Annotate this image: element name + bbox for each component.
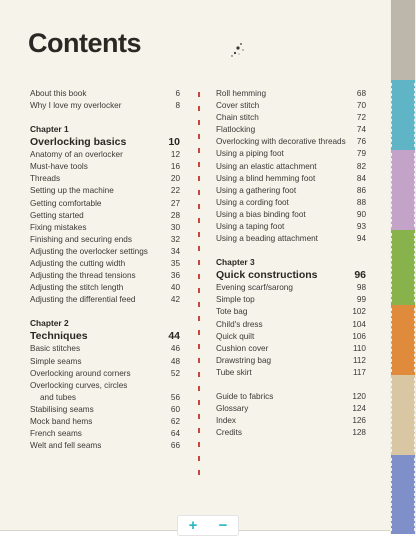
toc-entry-page: 22 <box>170 186 180 196</box>
toc-entry[interactable] <box>30 343 180 355</box>
toc-entry[interactable] <box>30 210 180 222</box>
toc-entry[interactable] <box>30 185 180 197</box>
toc-entry-page: 27 <box>170 198 180 208</box>
fabric-swatch <box>391 0 415 80</box>
toc-entry-label: Stabilising seams <box>30 404 94 414</box>
toc-entry-label: Child's dress <box>216 319 263 329</box>
toc-entry-page: 52 <box>170 368 180 378</box>
toc-entry[interactable] <box>30 222 180 234</box>
toc-entry-label: Threads <box>30 174 61 184</box>
toc-entry-page: 106 <box>352 331 366 341</box>
zoom-out-button[interactable]: − <box>218 517 228 534</box>
toc-entry-page: 82 <box>356 161 366 171</box>
toc-entry-page: 56 <box>170 392 180 402</box>
toc-entry[interactable] <box>216 355 366 367</box>
toc-entry-page: 90 <box>356 209 366 219</box>
chapter-label: Chapter 2 <box>30 318 69 329</box>
toc-entry[interactable] <box>216 88 366 100</box>
chapter-label: Chapter 1 <box>30 124 69 135</box>
toc-entry-label: Using an elastic attachment <box>216 161 317 171</box>
toc-entry[interactable] <box>30 440 180 452</box>
toc-entry-page: 16 <box>170 162 180 172</box>
toc-entry-label: Index <box>216 416 237 426</box>
toc-entry-label: Using a taping foot <box>216 222 285 232</box>
toc-entry-label: Adjusting the overlocker settings <box>30 246 148 256</box>
toc-entry-page: 60 <box>170 404 180 414</box>
toc-entry-page: 8 <box>175 101 180 111</box>
toc-entry-label: Why I love my overlocker <box>30 101 122 111</box>
toc-entry-label: Anatomy of an overlocker <box>30 150 123 160</box>
toc-entry[interactable] <box>30 270 180 282</box>
toc-entry-page: 35 <box>170 259 180 269</box>
toc-entry-page: 98 <box>356 283 366 293</box>
toc-entry-label: Using a cording foot <box>216 197 289 207</box>
toc-entry-label: Overlocking curves, circles <box>30 380 128 390</box>
toc-entry-label: Chain stitch <box>216 113 259 123</box>
toc-entry-page: 68 <box>356 89 366 98</box>
toc-entry-page: 94 <box>356 234 366 244</box>
toc-entry[interactable] <box>216 197 366 209</box>
toc-entry-page: 48 <box>170 356 180 366</box>
toc-entry-page: 126 <box>352 416 366 426</box>
toc-entry[interactable] <box>30 404 180 416</box>
toc-entry-label: Overlocking with decorative threads <box>216 137 346 147</box>
toc-entry-label: Cover stitch <box>216 101 260 111</box>
chapter-title[interactable]: Overlocking basics 10 <box>30 136 180 149</box>
toc-entry[interactable] <box>216 124 366 136</box>
toc-entry[interactable] <box>30 392 180 404</box>
toc-entry-label: Credits <box>216 428 242 438</box>
toc-entry[interactable] <box>30 380 180 392</box>
chapter-title[interactable]: Quick constructions 96 <box>216 269 366 282</box>
toc-entry[interactable] <box>30 173 180 185</box>
toc-entry-label: Adjusting the cutting width <box>30 259 126 269</box>
fabric-swatch-strip <box>390 0 416 534</box>
toc-entry[interactable] <box>30 356 180 368</box>
toc-entry-label: Welt and fell seams <box>30 441 102 451</box>
toc-entry-page: 6 <box>175 89 180 98</box>
toc-entry[interactable] <box>216 136 366 148</box>
toc-entry[interactable] <box>30 294 180 306</box>
toc-entry[interactable] <box>30 100 180 112</box>
fabric-swatch <box>391 305 415 375</box>
toc-entry-page: 20 <box>170 174 180 184</box>
toc-entry-label: Flatlocking <box>216 125 256 135</box>
zoom-in-button[interactable]: + <box>188 517 198 534</box>
toc-entry-label: Using a blind hemming foot <box>216 173 316 183</box>
toc-entry[interactable] <box>216 294 366 306</box>
toc-entry-label: Simple seams <box>30 356 82 366</box>
toc-entry[interactable] <box>30 428 180 440</box>
toc-entry-label: Basic stitches <box>30 344 81 354</box>
chapter-title[interactable]: Techniques 44 <box>30 330 180 343</box>
toc-entry-label: Overlocking around corners <box>30 368 131 378</box>
toc-entry-label: Getting started <box>30 210 84 220</box>
page-title: Contents <box>28 28 141 58</box>
toc-entry-page: 40 <box>170 283 180 293</box>
toc-entry-page: 28 <box>170 210 180 220</box>
toc-entry-label: Adjusting the stitch length <box>30 283 124 293</box>
toc-entry-page: 102 <box>352 307 366 317</box>
toc-entry-label: French seams <box>30 429 82 439</box>
toc-entry-label: Mock band hems <box>30 416 93 426</box>
toc-entry-page: 124 <box>352 404 366 414</box>
toc-entry-label: Cushion cover <box>216 343 269 353</box>
toc-entry-label: Tube skirt <box>216 367 252 377</box>
toc-entry-page: 104 <box>352 319 366 329</box>
toc-entry[interactable] <box>30 234 180 246</box>
toc-entry-label: Simple top <box>216 295 255 305</box>
fabric-swatch <box>391 80 415 150</box>
toc-entry-page: 110 <box>352 343 366 353</box>
toc-entry-page: 30 <box>170 222 180 232</box>
toc-entry[interactable] <box>216 221 366 233</box>
toc-entry[interactable] <box>216 427 366 439</box>
toc-entry[interactable] <box>30 282 180 294</box>
toc-entry[interactable] <box>216 306 366 318</box>
column-divider <box>198 92 200 482</box>
toc-entry-label: Setting up the machine <box>30 186 114 196</box>
toc-entry-label: Quick quilt <box>216 331 255 341</box>
toc-entry-label: Must-have tools <box>30 162 88 172</box>
toc-entry[interactable] <box>216 209 366 221</box>
toc-entry-label: Getting comfortable <box>30 198 102 208</box>
toc-entry[interactable] <box>216 100 366 112</box>
toc-entry-page: 32 <box>170 234 180 244</box>
toc-entry[interactable] <box>216 161 366 173</box>
toc-entry-page: 70 <box>356 101 366 111</box>
toc-entry[interactable] <box>30 88 180 100</box>
toc-entry-label: Using a bias binding foot <box>216 209 306 219</box>
toc-entry-page: 12 <box>170 150 180 160</box>
fabric-swatch <box>391 150 415 230</box>
toc-entry[interactable] <box>216 331 366 343</box>
toc-entry[interactable] <box>216 403 366 415</box>
toc-entry-page: 62 <box>170 416 180 426</box>
chapter-label: Chapter 3 <box>216 257 255 268</box>
toc-entry[interactable] <box>216 343 366 355</box>
toc-entry-page: 86 <box>356 185 366 195</box>
toc-entry-page: 34 <box>170 246 180 256</box>
ink-splatter-icon <box>226 40 250 64</box>
toc-entry-page: 99 <box>356 295 366 305</box>
toc-entry[interactable] <box>216 233 366 245</box>
toc-entry[interactable] <box>30 246 180 258</box>
toc-entry-page: 42 <box>170 295 180 305</box>
toc-entry[interactable] <box>216 148 366 160</box>
toc-entry-label: Adjusting the differential feed <box>30 295 136 305</box>
zoom-controls <box>177 515 239 536</box>
toc-left-column <box>30 88 180 452</box>
toc-right-column <box>216 88 366 439</box>
toc-entry-page: 128 <box>352 428 366 438</box>
toc-entry-page: 72 <box>356 113 366 123</box>
fabric-swatch <box>391 375 415 455</box>
toc-entry-label: Using a beading attachment <box>216 234 318 244</box>
toc-entry-label: Drawstring bag <box>216 355 272 365</box>
toc-entry[interactable] <box>216 391 366 403</box>
toc-entry-label: About this book <box>30 89 87 98</box>
toc-entry[interactable] <box>216 173 366 185</box>
toc-entry-page: 76 <box>356 137 366 147</box>
toc-entry-label: Finishing and securing ends <box>30 234 132 244</box>
fabric-swatch <box>391 455 415 534</box>
toc-entry-page: 66 <box>170 441 180 451</box>
toc-entry[interactable] <box>216 282 366 294</box>
toc-entry-label: and tubes <box>40 392 76 402</box>
toc-entry-page: 112 <box>352 355 366 365</box>
toc-entry-page: 117 <box>352 367 366 377</box>
toc-entry-label: Guide to fabrics <box>216 391 274 401</box>
toc-entry-label: Glossary <box>216 404 249 414</box>
toc-entry-page: 120 <box>352 391 366 401</box>
toc-entry-page: 93 <box>356 222 366 232</box>
toc-entry-page: 79 <box>356 149 366 159</box>
toc-entry[interactable] <box>30 368 180 380</box>
toc-entry-page: 36 <box>170 271 180 281</box>
toc-entry-page: 74 <box>356 125 366 135</box>
toc-entry-label: Tote bag <box>216 307 248 317</box>
toc-entry[interactable] <box>216 185 366 197</box>
toc-entry-label: Roll hemming <box>216 89 267 98</box>
toc-entry[interactable] <box>30 161 180 173</box>
fabric-swatch <box>391 230 415 305</box>
toc-entry-page: 88 <box>356 197 366 207</box>
toc-entry-label: Using a gathering foot <box>216 185 297 195</box>
toc-entry-label: Fixing mistakes <box>30 222 87 232</box>
toc-entry[interactable] <box>30 198 180 210</box>
toc-entry[interactable] <box>30 149 180 161</box>
toc-entry-page: 84 <box>356 173 366 183</box>
toc-entry-label: Using a piping foot <box>216 149 284 159</box>
toc-entry-page: 64 <box>170 429 180 439</box>
toc-entry-page: 46 <box>170 344 180 354</box>
toc-entry[interactable] <box>30 258 180 270</box>
toc-entry-label: Adjusting the thread tensions <box>30 271 136 281</box>
toc-entry-label: Evening scarf/sarong <box>216 283 293 293</box>
toc-entry[interactable] <box>216 415 366 427</box>
toc-entry[interactable] <box>216 319 366 331</box>
toc-entry[interactable] <box>216 367 366 379</box>
toc-entry[interactable] <box>30 416 180 428</box>
toc-entry[interactable] <box>216 112 366 124</box>
